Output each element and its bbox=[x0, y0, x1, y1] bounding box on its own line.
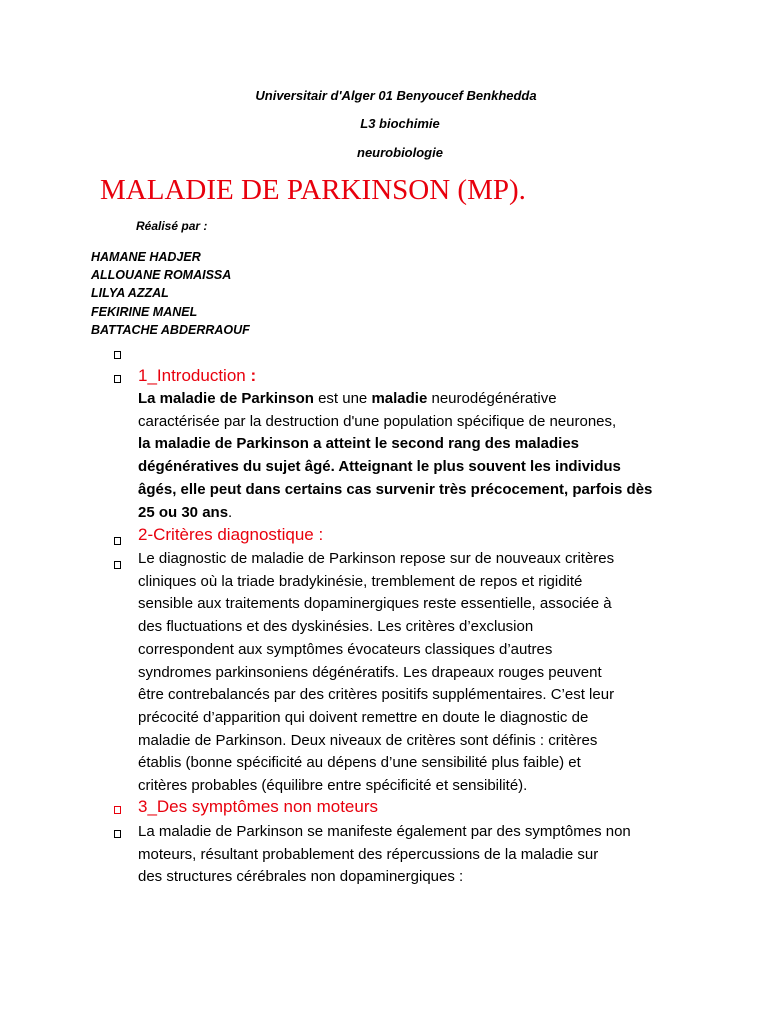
paragraph-line: La maladie de Parkinson se manifeste également par des symptômes non bbox=[138, 823, 631, 840]
author-name: LILYA AZZAL bbox=[91, 286, 169, 301]
symptomes-paragraph bbox=[138, 821, 698, 889]
text: . bbox=[228, 503, 233, 521]
paragraph-line bbox=[138, 479, 698, 502]
author-name: ALLOUANE ROMAISSA bbox=[91, 268, 232, 283]
bold-text: maladie bbox=[371, 390, 428, 407]
heading-text: 1_Introduction bbox=[138, 366, 246, 385]
text: neurodégénérative bbox=[427, 390, 557, 407]
paragraph-line: caractérisée par la destruction d'une population spécifique de neurones, bbox=[138, 412, 617, 430]
section-heading-symptomes: 3_Des symptômes non moteurs bbox=[138, 797, 378, 816]
paragraph-line: correspondent aux symptômes évocateurs classiques d’autres bbox=[138, 640, 553, 658]
bullet-icon bbox=[114, 830, 121, 838]
bullet-icon bbox=[114, 561, 121, 569]
paragraph-line: établis (bonne spécificité au dépens d’une sensibilité plus faible) et bbox=[138, 754, 581, 772]
text: est une bbox=[313, 390, 372, 407]
heading-colon: : bbox=[245, 366, 257, 385]
author-name: FEKIRINE MANEL bbox=[91, 304, 198, 319]
bullet-icon bbox=[114, 351, 121, 359]
course-subject: neurobiologie bbox=[357, 145, 443, 160]
paragraph-line: être contrebalancés par des critères positifs supplémentaires. C’est leur bbox=[138, 686, 615, 704]
bold-text: 25 ou 30 ans bbox=[138, 503, 229, 521]
document-title: MALADIE DE PARKINSON (MP). bbox=[100, 174, 526, 206]
author-name: HAMANE HADJER bbox=[91, 250, 201, 264]
bold-text: La maladie de Parkinson bbox=[138, 390, 314, 407]
paragraph-line: des fluctuations et des dyskinésies. Les critères d’exclusion bbox=[138, 618, 534, 636]
bold-text: la maladie de Parkinson a atteint le second rang des maladies bbox=[138, 435, 579, 453]
bullet-icon bbox=[114, 375, 121, 383]
section-heading-criteres: 2-Critères diagnostique : bbox=[138, 525, 324, 544]
course-level: L3 biochimie bbox=[360, 116, 440, 131]
paragraph-line: des structures cérébrales non dopaminergiques : bbox=[138, 868, 464, 886]
paragraph-line bbox=[138, 388, 698, 411]
paragraph-line: Le diagnostic de maladie de Parkinson repose sur de nouveaux critères bbox=[138, 550, 615, 567]
paragraph-line: syndromes parkinsoniens dégénératifs. Les drapeaux rouges peuvent bbox=[138, 663, 602, 681]
university-name: Universitair d'Alger 01 Benyoucef Benkhedda bbox=[255, 88, 537, 103]
paragraph-line: sensible aux traitements dopaminergiques reste essentielle, associée à bbox=[138, 595, 612, 613]
paragraph-line: précocité d’apparition qui doivent remettre en doute le diagnostic de bbox=[138, 708, 589, 726]
introduction-paragraph bbox=[138, 388, 698, 524]
bold-text: âgés, elle peut dans certains cas survenir très précocement, parfois dès bbox=[138, 480, 653, 498]
paragraph-line bbox=[138, 456, 698, 479]
criteres-paragraph bbox=[138, 548, 698, 798]
paragraph-line bbox=[138, 502, 698, 525]
author-name: BATTACHE ABDERRAOUF bbox=[91, 322, 250, 337]
bold-text: dégénératives du sujet âgé. Atteignant le plus souvent les individus bbox=[138, 458, 621, 476]
section-heading-introduction bbox=[138, 366, 256, 386]
paragraph-line: critères probables (équilibre entre spécificité et sensibilité). bbox=[138, 777, 528, 795]
paragraph-line: maladie de Parkinson. Deux niveaux de critères sont définis : critères bbox=[138, 731, 598, 749]
authors-label: Réalisé par : bbox=[136, 219, 208, 233]
authors-list bbox=[91, 248, 250, 339]
bullet-icon bbox=[114, 806, 121, 814]
paragraph-line: moteurs, résultant probablement des répercussions de la maladie sur bbox=[138, 845, 599, 863]
paragraph-line: cliniques où la triade bradykinésie, tremblement de repos et rigidité bbox=[138, 572, 583, 590]
paragraph-line bbox=[138, 433, 698, 456]
bullet-icon bbox=[114, 537, 121, 545]
